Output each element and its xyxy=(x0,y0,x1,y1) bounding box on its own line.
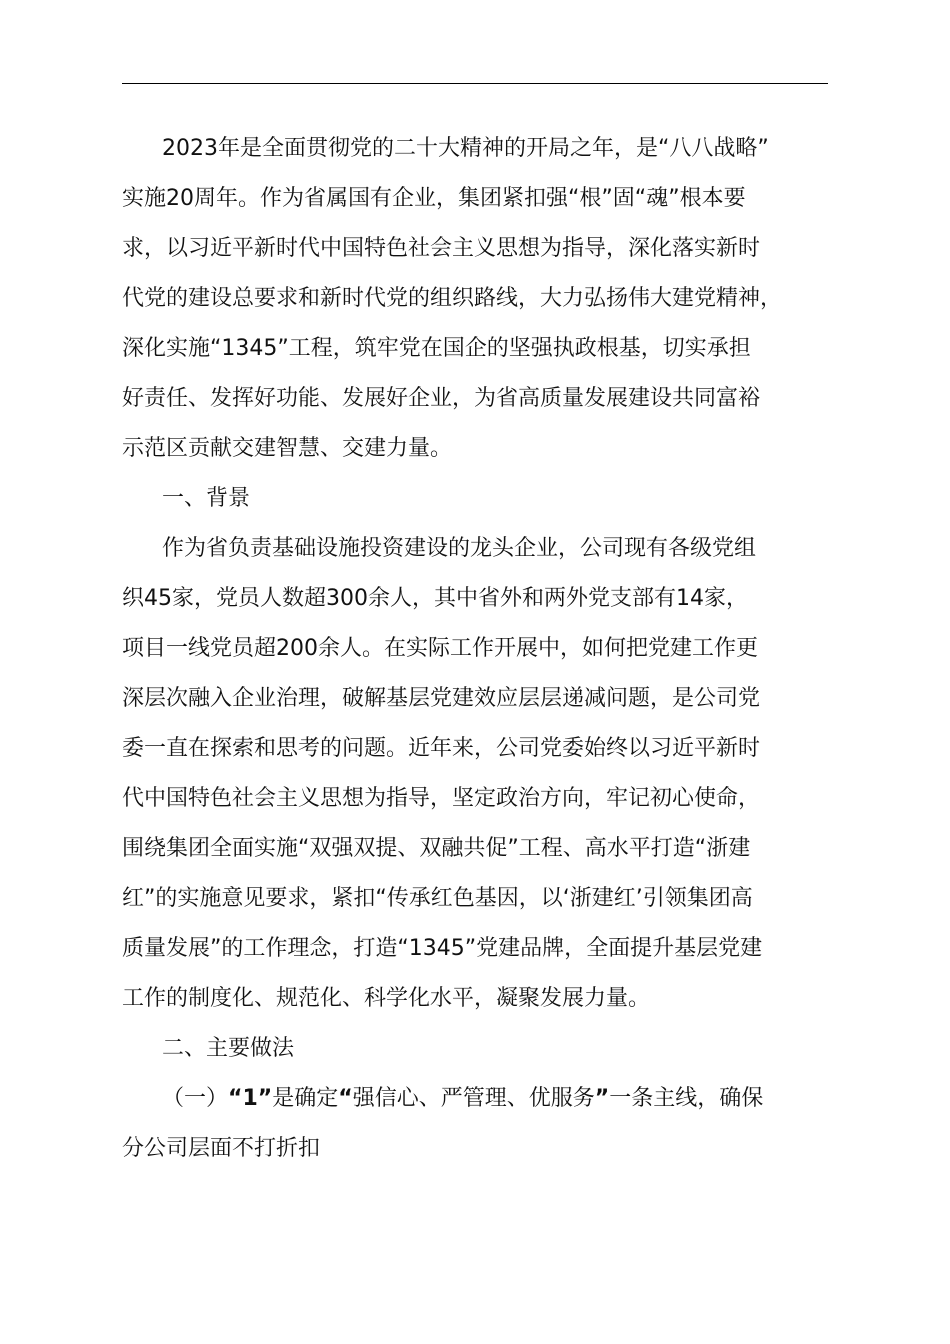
subheading-tail-2: 一条主线，确保 xyxy=(609,1086,764,1111)
paragraph-line: 深层次融入企业治理，破解基层党建效应层层递减问题，是公司党 xyxy=(122,686,761,711)
paragraph-line: 代党的建设总要求和新时代党的组织路线，大力弘扬伟大建党精神， xyxy=(122,286,783,311)
paragraph-line: 求，以习近平新时代中国特色社会主义思想为指导，深化落实新时 xyxy=(122,236,761,261)
paragraph-line: 深化实施“1345”工程，筑牢党在国企的坚强执政根基，切实承担 xyxy=(122,336,751,361)
paragraph-line: 示范区贡献交建智慧、交建力量。 xyxy=(122,436,453,461)
subheading-bold-1: “1” xyxy=(228,1086,273,1111)
header-rule xyxy=(122,83,828,84)
paragraph-line: 质量发展”的工作理念，打造“1345”党建品牌，全面提升基层党建 xyxy=(122,936,763,961)
subheading-bold-close-quote: ” xyxy=(594,1086,610,1111)
document-body xyxy=(122,124,832,1174)
subheading-prefix: （一） xyxy=(162,1086,229,1111)
paragraph-line: 委一直在探索和思考的问题。近年来，公司党委始终以习近平新时 xyxy=(122,736,761,761)
subheading-middle: 是确定 xyxy=(272,1086,339,1111)
paragraph-line: 工作的制度化、规范化、科学化水平，凝聚发展力量。 xyxy=(122,986,651,1011)
paragraph-line: 好责任、发挥好功能、发展好企业，为省高质量发展建设共同富裕 xyxy=(122,386,761,411)
paragraph-line: 项目一线党员超200余人。在实际工作开展中，如何把党建工作更 xyxy=(122,636,758,661)
paragraph-line: 实施20周年。作为省属国有企业，集团紧扣强“根”固“魂”根本要 xyxy=(122,186,746,211)
paragraph-line: 红”的实施意见要求，紧扣“传承红色基因，以‘浙建红’引领集团高 xyxy=(122,886,753,911)
paragraph-line: 作为省负责基础设施投资建设的龙头企业，公司现有各级党组 xyxy=(162,536,757,561)
section-heading-main-practices: 二、主要做法 xyxy=(162,1036,295,1061)
paragraph-line: 2023年是全面贯彻党的二十大精神的开局之年，是“八八战略” xyxy=(162,136,769,161)
subheading-bold-open-quote: “ xyxy=(338,1086,353,1111)
subheading-line-1 xyxy=(122,1074,832,1124)
section-heading-background: 一、背景 xyxy=(162,486,251,511)
paragraph-line: 代中国特色社会主义思想为指导，坚定政治方向，牢记初心使命， xyxy=(122,786,761,811)
subheading-line-2: 分公司层面不打折扣 xyxy=(122,1136,321,1161)
paragraph-line: 织45家，党员人数超300余人，其中省外和两外党支部有14家， xyxy=(122,586,748,611)
paragraph-line: 围绕集团全面实施“双强双提、双融共促”工程、高水平打造“浙建 xyxy=(122,836,751,861)
subheading-tail-1: 强信心、严管理、优服务 xyxy=(352,1086,595,1111)
